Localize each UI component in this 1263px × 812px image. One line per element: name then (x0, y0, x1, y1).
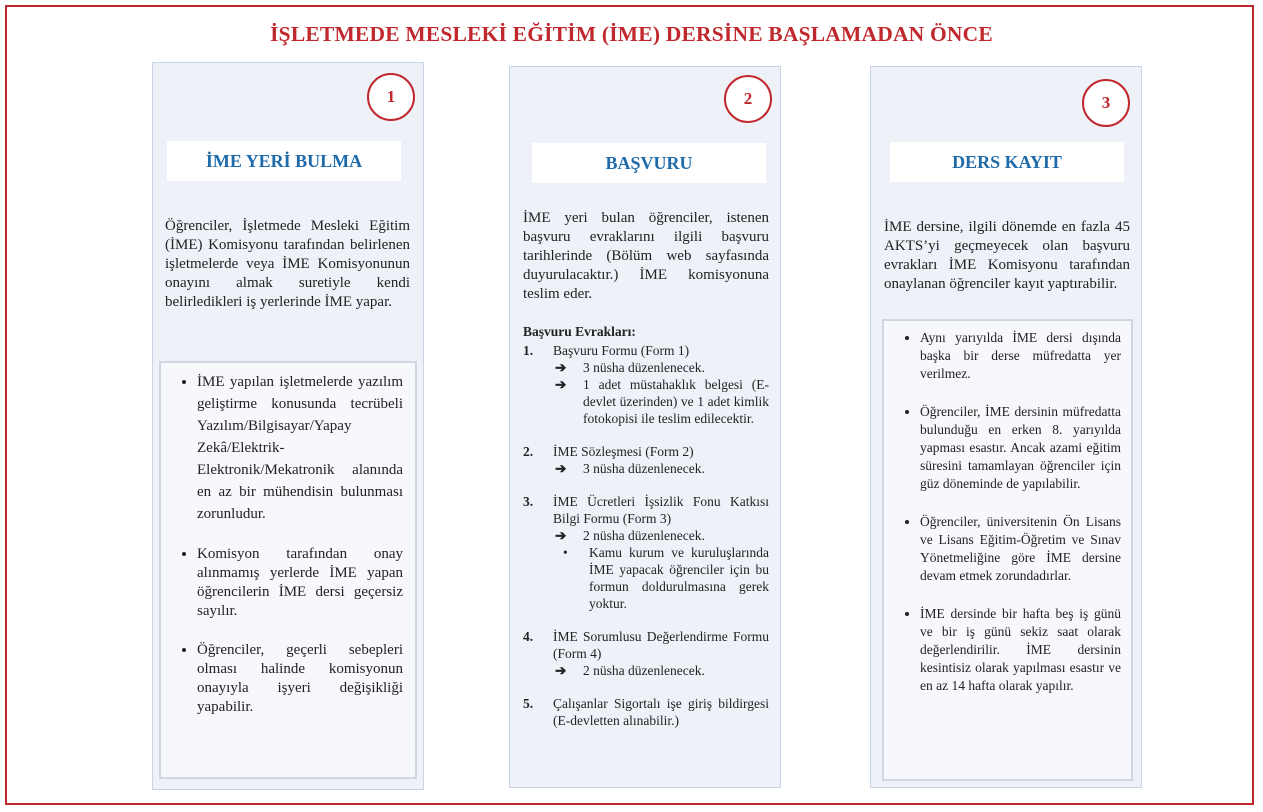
notes-box (159, 361, 417, 779)
column-ime-yeri-bulma (152, 62, 424, 790)
bullet-icon: • (563, 545, 568, 560)
document-note: ➔ 3 nüsha düzenlenecek. (555, 360, 705, 375)
document-item (523, 443, 769, 477)
column-intro: İME yeri bulan öğrenciler, istenen başvuru evraklarını ilgili başvuru tarihlerinde (Bölüm web sayfasında duyurulacaktır.) İME komisyonuna teslim eder. (523, 210, 769, 302)
arrow-right-icon: ➔ (555, 461, 567, 476)
document-note: ➔ 2 nüsha düzenlenecek. (555, 663, 705, 678)
documents-section (523, 323, 769, 729)
arrow-right-icon: ➔ (555, 528, 567, 543)
column-heading: İME YERİ BULMA (167, 141, 401, 181)
document-item (523, 493, 769, 612)
arrow-right-icon: ➔ (555, 377, 567, 392)
list-item: • Öğrenciler, İME dersinin müfredatta bulunduğu en erken 8. yarıyılda yapması esastır. Ancak azami eğitim süresini tamamlayan öğrenciler için güz döneminde de yapılabilir. (920, 403, 1121, 493)
document-note: ➔ 3 nüsha düzenlenecek. (555, 461, 705, 476)
document-note: ➔ 1 adet müstahaklık belgesi (E-devlet üzerinden) ve 1 adet kimlik fotokopisi ile teslim edilecektir. (555, 377, 769, 426)
step-number-badge: 2 (724, 75, 772, 123)
document-label: İME Sözleşmesi (Form 2) (553, 444, 694, 459)
document-item (523, 342, 769, 427)
document-number: 3. (523, 494, 534, 509)
column-basvuru (509, 66, 781, 788)
documents-title: Başvuru Evrakları: (523, 324, 636, 339)
document-number: 1. (523, 343, 534, 358)
list-item: • İME yapılan işletmelerde yazılım geliştirme konusunda tecrübeli Yazılım/Bilgisayar/Yapay Zekâ/Elektrik-Elektronik/Mekatronik alanında en az bir mühendisin bulunması zorunludur. (197, 371, 403, 525)
list-item: • Öğrenciler, üniversitenin Ön Lisans ve Lisans Eğitim-Öğretim ve Sınav Yönetmeliğine göre İME dersine devam etmek zorundadırlar. (920, 513, 1121, 585)
column-heading: DERS KAYIT (890, 142, 1124, 182)
document-number: 4. (523, 629, 534, 644)
document-label: İME Sorumlusu Değerlendirme Formu (Form 4) (553, 629, 769, 661)
document-item (523, 695, 769, 729)
document-item (523, 628, 769, 679)
column-intro: Öğrenciler, İşletmede Mesleki Eğitim (İME) Komisyonu tarafından belirlenen işletmelerde veya İME Komisyonunun onayını almak suretiyle kendi belirledikleri iş yerlerinde İME yapar. (165, 218, 410, 310)
column-ders-kayit (870, 66, 1142, 788)
list-item: • İME dersinde bir hafta beş iş günü ve bir iş günü sekiz saat olarak değerlendirilir. İME dersinin kesintisiz olarak yapılması esastır ve en az 14 hafta olarak yapılır. (920, 605, 1121, 695)
document-label: Başvuru Formu (Form 1) (553, 343, 690, 358)
document-number: 2. (523, 444, 534, 459)
column-intro: İME dersine, ilgili dönemde en fazla 45 AKTS’yi geçmeyecek olan başvuru evrakları İME Komisyonu tarafından onaylanan öğrenciler kayıt yaptırabilir. (884, 219, 1130, 292)
list-item: • Öğrenciler, geçerli sebepleri olması halinde komisyonun onayıyla işyeri değişikliği yapabilir. (197, 641, 403, 717)
arrow-right-icon: ➔ (555, 360, 567, 375)
list-item: • Komisyon tarafından onay alınmamış yerlerde İME yapan öğrencilerin İME dersi geçersiz sayılır. (197, 545, 403, 621)
document-note: • Kamu kurum ve kuruluşlarında İME yapacak öğrenciler için bu formun doldurulmasına gerek yoktur. (563, 545, 769, 611)
document-number: 5. (523, 696, 534, 711)
column-heading: BAŞVURU (532, 143, 766, 183)
document-note: ➔ 2 nüsha düzenlenecek. (555, 528, 705, 543)
list-item: • Aynı yarıyılda İME dersi dışında başka bir derse müfredatta yer verilmez. (920, 329, 1121, 383)
page-title: İŞLETMEDE MESLEKİ EĞİTİM (İME) DERSİNE BAŞLAMADAN ÖNCE (270, 22, 993, 46)
arrow-right-icon: ➔ (555, 663, 567, 678)
step-number-badge: 1 (367, 73, 415, 121)
notes-box (882, 319, 1133, 781)
document-label: İME Ücretleri İşsizlik Fonu Katkısı Bilgi Formu (Form 3) (553, 494, 769, 526)
step-number-badge: 3 (1082, 79, 1130, 127)
document-label: Çalışanlar Sigortalı işe giriş bildirgesi (E-devletten alınabilir.) (553, 696, 769, 728)
